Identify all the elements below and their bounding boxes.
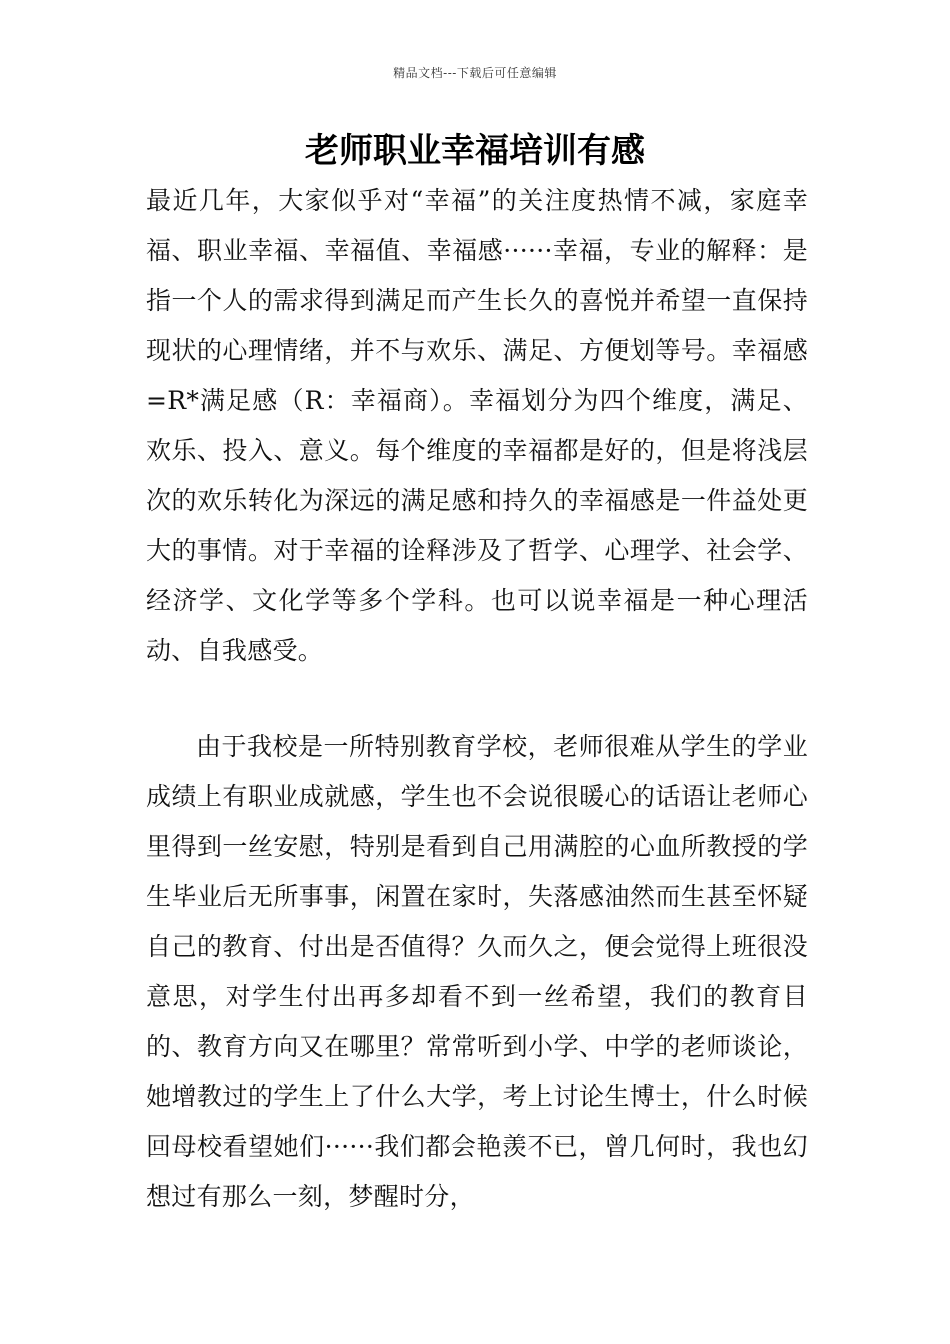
paragraph-2: 由于我校是一所特别教育学校，老师很难从学生的学业成绩上有职业成就感，学生也不会说很暖心的话语让老师心里得到一丝安慰，特别是看到自己用满腔的心血所教授的学生毕业后无所事事，闲置在家时，失落感油然而生甚至怀疑自己的教育、付出是否值得？久而久之，便会觉得上班很没意思，对学生付出再多却看不到一丝希望，我们的教育目的、教育方向又在哪里？常常听到小学、中学的老师谈论，她增教过的学生上了什么大学，考上讨论生博士，什么时候回母校看望她们······我们都会艳羡不已，曾几何时，我也幻想过有那么一刻，梦醒时分，	[146, 732, 808, 1211]
page-title: 老师职业幸福培训有感	[305, 131, 645, 171]
header-note: 精品文档---下载后可任意编辑	[393, 66, 557, 80]
paragraph-1: 最近几年，大家似乎对“幸福”的关注度热情不减，家庭幸福、职业幸福、幸福值、幸福感······幸福，专业的解释：是指一个人的需求得到满足而产生长久的喜悦并希望一直保持现状的心理情绪，并不与欢乐、满足、方便划等号。幸福感=R*满足感（R：幸福商）。幸福划分为四个维度，满足、欢乐、投入、意义。每个维度的幸福都是好的，但是将浅层次的欢乐转化为深远的满足感和持久的幸福感是一件益处更大的事情。对于幸福的诠释涉及了哲学、心理学、社会学、经济学、文化学等多个学科。也可以说幸福是一种心理活动、自我感受。	[146, 186, 808, 665]
